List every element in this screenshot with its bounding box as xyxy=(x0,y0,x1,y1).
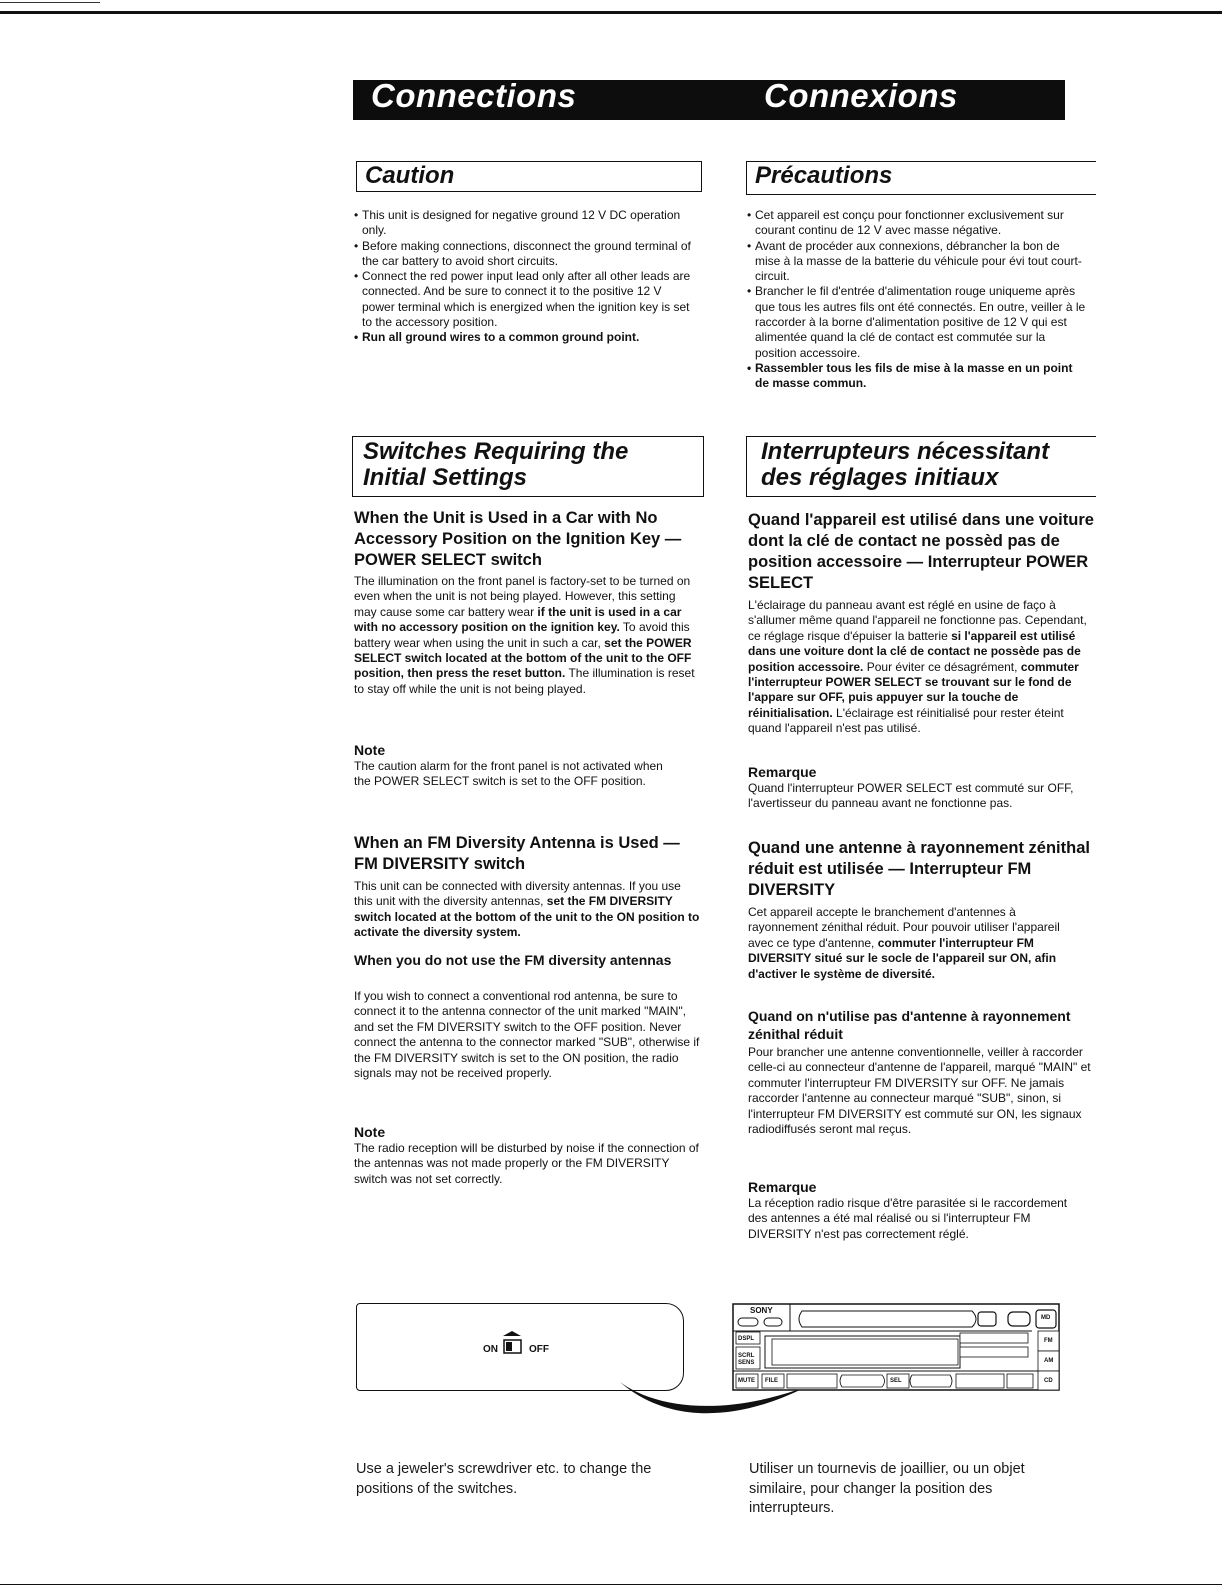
body-text: L'éclairage est réinitialisé pour rester éteint quand l'appareil n'est pas utilisé. xyxy=(748,705,1064,736)
list-item: • Brancher le fil d'entrée d'alimentation rouge uniqueme après que tous les autres fils ont été connectés. En outre, veiller à le raccorder à la borne d'alimentation positive de 12 V qui est alimentée quand la clé de contact est commutée sur la position accessoire. xyxy=(747,284,1087,360)
caution-heading: Caution xyxy=(356,161,702,192)
top-rule xyxy=(0,11,1222,14)
list-item: • Rassembler tous les fils de mise à la masse en un point de masse commun. xyxy=(747,361,1087,392)
list-item: • This unit is designed for negative ground 12 V DC operation only. xyxy=(354,208,694,239)
body-text: L'éclairage du panneau avant est réglé en usine de faço à s'allumer même quand l'appareil ne fonctionne pas. Cependant, ce réglage risque d'épuiser la batterie xyxy=(748,598,1087,643)
slide-switch-icon xyxy=(501,1330,525,1356)
power-select-heading-en: When the Unit is Used in a Car with No Accessory Position on the Ignition Key — POWER SELECT switch xyxy=(354,509,682,569)
power-select-body-fr xyxy=(748,598,1093,737)
am-button[interactable]: AM xyxy=(1044,1358,1054,1364)
fm-note-heading-en: Note xyxy=(354,1124,386,1140)
note-heading-en: Note xyxy=(354,742,386,758)
fm-sub-heading-en: When you do not use the FM diversity antennas xyxy=(354,952,672,968)
power-select-body-en xyxy=(354,574,700,697)
note-text-fr: Quand l'interrupteur POWER SELECT est commuté sur OFF, l'avertisseur du panneau avant ne fonctionne pas. xyxy=(748,781,1074,811)
switch-illustration xyxy=(356,1303,684,1391)
fm-diversity-heading-fr: Quand une antenne à rayonnement zénithal réduit est utilisée — Interrupteur FM DIVERSITY xyxy=(748,839,1090,899)
fm-diversity-body-en xyxy=(354,879,702,941)
body-text: Cet appareil accepte le branchement d'antennes à rayonnement zénithal réduit. Pour pouvoir utiliser l'appareil avec ce type d'antenne, xyxy=(748,905,1060,950)
body-text-bold: commuter l'interrupteur FM DIVERSITY situé sur le socle de l'appareil sur ON, afin d'activer le système de diversité. xyxy=(748,935,1057,981)
fm-diversity-body-fr xyxy=(748,905,1088,982)
brand-logo: SONY xyxy=(750,1306,773,1315)
cd-button[interactable]: CD xyxy=(1044,1378,1053,1384)
body-text-bold: set the POWER SELECT switch located at the bottom of the unit to the OFF position, then press the reset button. xyxy=(354,635,692,681)
switches-heading-fr: Interrupteurs nécessitant des réglages initiaux xyxy=(746,436,1096,497)
switch-on-label: ON xyxy=(483,1344,498,1355)
dspl-button[interactable]: DSPL xyxy=(738,1336,755,1342)
title-fr: Connexions xyxy=(764,77,958,114)
sel-button[interactable]: SEL xyxy=(890,1378,902,1384)
fm-button[interactable]: FM xyxy=(1044,1338,1053,1344)
fm-sub-text-en: If you wish to connect a conventional rod antenna, be sure to connect it to the antenna connector of the unit marked "MAIN", and set the FM DIVERSITY switch to the OFF position. Never connect the antenna to the connector marked "SUB", otherwise if the FM DIVERSITY switch is set to the ON position, the radio signals may not be received properly. xyxy=(354,989,700,1081)
switch-off-label: OFF xyxy=(529,1344,549,1355)
caution-list xyxy=(354,208,694,346)
fm-sub-heading-fr: Quand on n'utilise pas d'antenne à rayonnement zénithal réduit xyxy=(748,1008,1071,1042)
fm-diversity-heading-en: When an FM Diversity Antenna is Used — FM DIVERSITY switch xyxy=(354,834,680,873)
md-button[interactable]: MD xyxy=(1041,1315,1051,1321)
precautions-heading: Précautions xyxy=(746,161,1096,195)
file-button[interactable]: FILE xyxy=(765,1378,778,1384)
title-band xyxy=(353,77,1065,120)
list-item: • Cet appareil est conçu pour fonctionner exclusivement sur courant continu de 12 V avec masse négative. xyxy=(747,208,1087,239)
switches-heading-en: Switches Requiring the Initial Settings xyxy=(352,436,704,497)
caption-fr: Utiliser un tournevis de joaillier, ou un objet similaire, pour changer la position des interrupteurs. xyxy=(749,1461,1025,1516)
body-text-bold: si l'appareil est utilisé dans une voiture dont la clé de contact ne possède pas de position accessoire. xyxy=(748,628,1081,674)
list-item: • Connect the red power input lead only after all other leads are connected. And be sure to connect it to the positive 12 V power terminal which is energized when the ignition key is set to the accessory position. xyxy=(354,269,694,330)
fm-sub-text-fr: Pour brancher une antenne conventionnelle, veiller à raccorder celle-ci au connecteur d'antenne de l'appareil, marqué "MAIN" et commuter l'interrupteur FM DIVERSITY sur OFF. Ne jamais raccorder l'antenne au connecteur marqué "SUB", sinon, si l'interrupteur FM DIVERSITY est commuté sur ON, les signaux radiodiffusés seront mal reçus. xyxy=(748,1045,1091,1137)
body-text-bold: if the unit is used in a car with no accessory position on the ignition key. xyxy=(354,604,682,635)
power-select-heading-fr: Quand l'appareil est utilisé dans une voiture dont la clé de contact ne possèd pas de position accessoire — Interrupteur POWER SELECT xyxy=(748,511,1094,592)
body-text: The illumination on the front panel is factory-set to be turned on even when the unit is not being played. However, this setting may cause some car battery wear xyxy=(354,574,691,619)
note-text-en: The caution alarm for the front panel is not activated when the POWER SELECT switch is set to the OFF position. xyxy=(354,759,663,789)
caption-en: Use a jeweler's screwdriver etc. to change the positions of the switches. xyxy=(356,1461,652,1497)
list-item: • Avant de procéder aux connexions, débrancher la bon de mise à la masse de la batterie du véhicule pour évi tout court-circuit. xyxy=(747,239,1087,285)
mute-button[interactable]: MUTE xyxy=(738,1378,755,1384)
precautions-list xyxy=(747,208,1087,392)
title-en: Connections xyxy=(371,77,577,114)
body-text: The illumination is reset to stay off while the unit is not being played. xyxy=(354,666,695,696)
fm-note-text-fr: La réception radio risque d'être parasitée si le raccordement des antennes a été mal réalisé ou si l'interrupteur FM DIVERSITY n'est pas correctement réglé. xyxy=(748,1196,1068,1241)
scrl-sens-button[interactable]: SCRL SENS xyxy=(738,1353,755,1366)
body-text: To avoid this battery wear when using the unit in such a car, xyxy=(354,620,690,650)
body-text-bold: set the FM DIVERSITY switch located at the bottom of the unit to the ON position to activate the diversity system. xyxy=(354,894,700,940)
list-item: • Before making connections, disconnect the ground terminal of the car battery to avoid short circuits. xyxy=(354,239,694,270)
body-text: Pour éviter ce désagrément, xyxy=(863,659,1021,674)
top-rule-short xyxy=(0,2,100,3)
note-heading-fr: Remarque xyxy=(748,764,817,780)
list-item: • Run all ground wires to a common ground point. xyxy=(354,330,694,345)
radio-front-panel xyxy=(732,1303,1062,1391)
body-text: This unit can be connected with diversity antennas. If you use this unit with the diversity antennas, xyxy=(354,879,681,909)
body-text-bold: commuter l'interrupteur POWER SELECT se trouvant sur le fond de l'appare sur OFF, puis appuyer sur la touche de réinitialisation. xyxy=(748,659,1079,720)
fm-note-heading-fr: Remarque xyxy=(748,1179,817,1195)
fm-note-text-en: The radio reception will be disturbed by noise if the connection of the antennas was not made properly or the FM DIVERSITY switch was not set correctly. xyxy=(354,1141,699,1186)
